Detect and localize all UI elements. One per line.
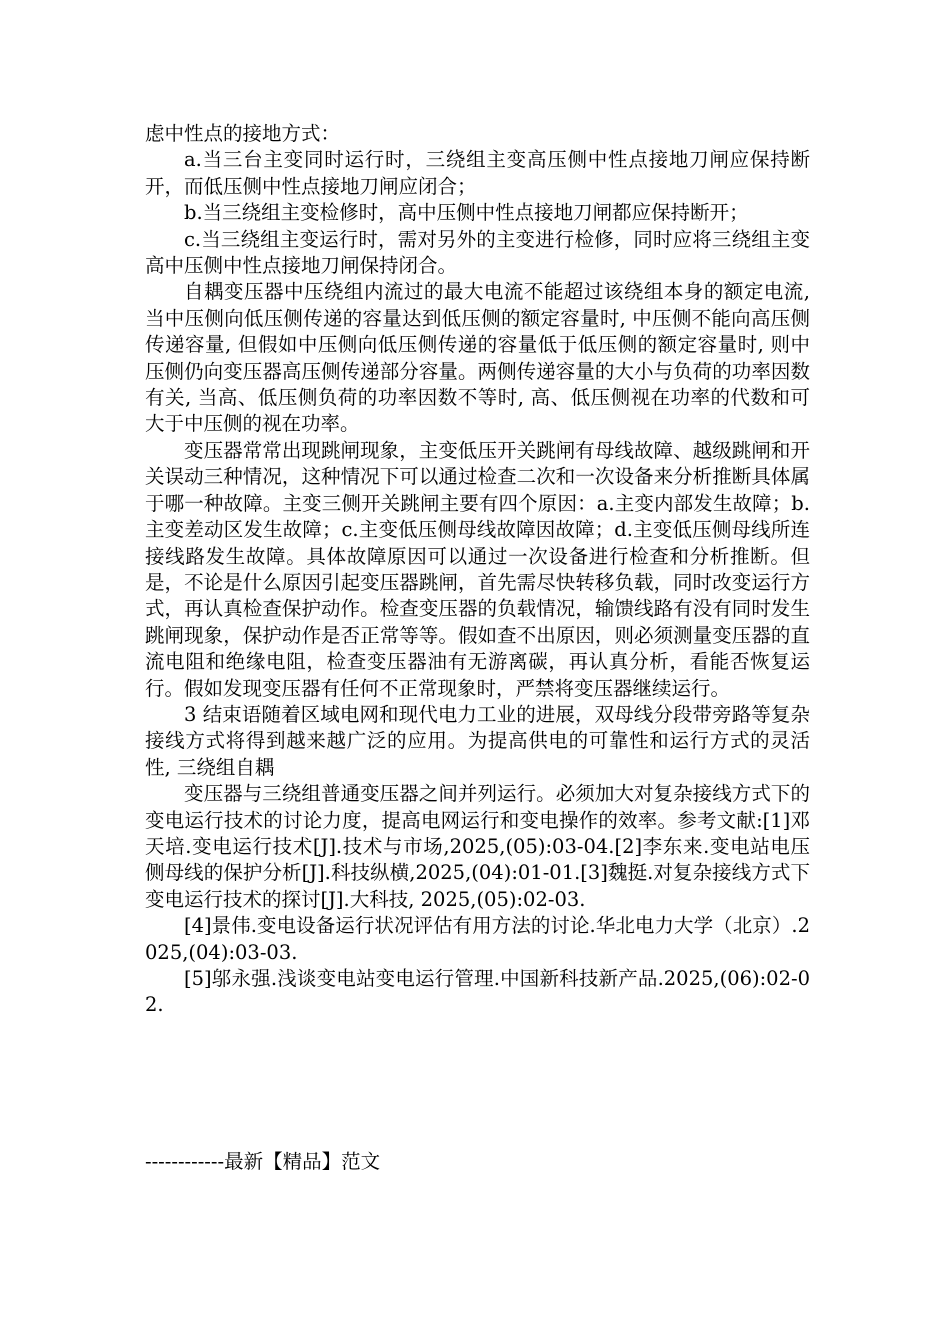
page-footer: ------------最新【精品】范文 [145, 1150, 381, 1173]
document-body [145, 121, 810, 1019]
paragraph-references-1-3: 变压器与三绕组普通变压器之间并列运行。必须加大对复杂接线方式下的变电运行技术的讨论力度，提高电网运行和变电操作的效率。参考文献:[1]邓天培.变电运行技术[J].技术与市场,2025,(05):03-04.[2]李东来.变电站电压侧母线的保护分析[J].科技纵横,2025,(04):01-01.[3]魏挺.对复杂接线方式下变电运行技术的探讨[J].大科技, 2025,(05):02-03. [145, 782, 810, 911]
paragraph-reference-5: [5]邬永强.浅谈变电站变电运行管理.中国新科技新产品.2025,(06):02-02. [145, 967, 810, 1017]
paragraph-autotransformer: 自耦变压器中压绕组内流过的最大电流不能超过该绕组本身的额定电流, 当中压侧向低压侧传递的容量达到低压侧的额定容量时, 中压侧不能向高压侧传递容量, 但假如中压侧向低压侧传递的容量低于低压侧的额定容量时, 则中压侧仍向变压器高压侧传递部分容量。两侧传递容量的大小与负荷的功率因数有关, 当高、低压侧负荷的功率因数不等时, 高、低压侧视在功率的代数和可大于中压侧的视在功率。 [145, 280, 810, 436]
paragraph-item-c: c.当三绕组主变运行时，需对另外的主变进行检修，同时应将三绕组主变高中压侧中性点接地刀闸保持闭合。 [145, 227, 810, 278]
paragraph-trip-faults: 变压器常常出现跳闸现象，主变低压开关跳闸有母线故障、越级跳闸和开关误动三种情况，这种情况下可以通过检查二次和一次设备来分析推断具体属于哪一种故障。主变三侧开关跳闸主要有四个原因：a.主变内部发生故障；b.主变差动区发生故障；c.主变低压侧母线故障因故障；d.主变低压侧母线所连接线路发生故障。具体故障原因可以通过一次设备进行检查和分析推断。但是，不论是什么原因引起变压器跳闸，首先需尽快转移负载，同时改变运行方式，再认真检查保护动作。检查变压器的负载情况，输馈线路有没有同时发生跳闸现象，保护动作是否正常等等。假如查不出原因，则必须测量变压器的直流电阻和绝缘电阻，检查变压器油有无游离碳，再认真分析，看能否恢复运行。假如发现变压器有任何不正常现象时，严禁将变压器继续运行。 [145, 438, 810, 700]
paragraph-conclusion: 3 结束语随着区域电网和现代电力工业的进展，双母线分段带旁路等复杂接线方式将得到越来越广泛的应用。为提高供电的可靠性和运行方式的灵活性, 三绕组自耦 [145, 702, 810, 779]
paragraph-item-b: b.当三绕组主变检修时，高中压侧中性点接地刀闸都应保持断开； [184, 201, 749, 225]
paragraph-item-a: a.当三台主变同时运行时，三绕组主变高压侧中性点接地刀闸应保持断开，而低压侧中性点接地刀闸应闭合； [145, 148, 810, 198]
paragraph-neutral-grounding-intro: 虑中性点的接地方式： [145, 122, 341, 145]
paragraph-reference-4: [4]景伟.变电设备运行状况评估有用方法的讨论.华北电力大学（北京）.2025,(04):03-03. [145, 914, 810, 964]
